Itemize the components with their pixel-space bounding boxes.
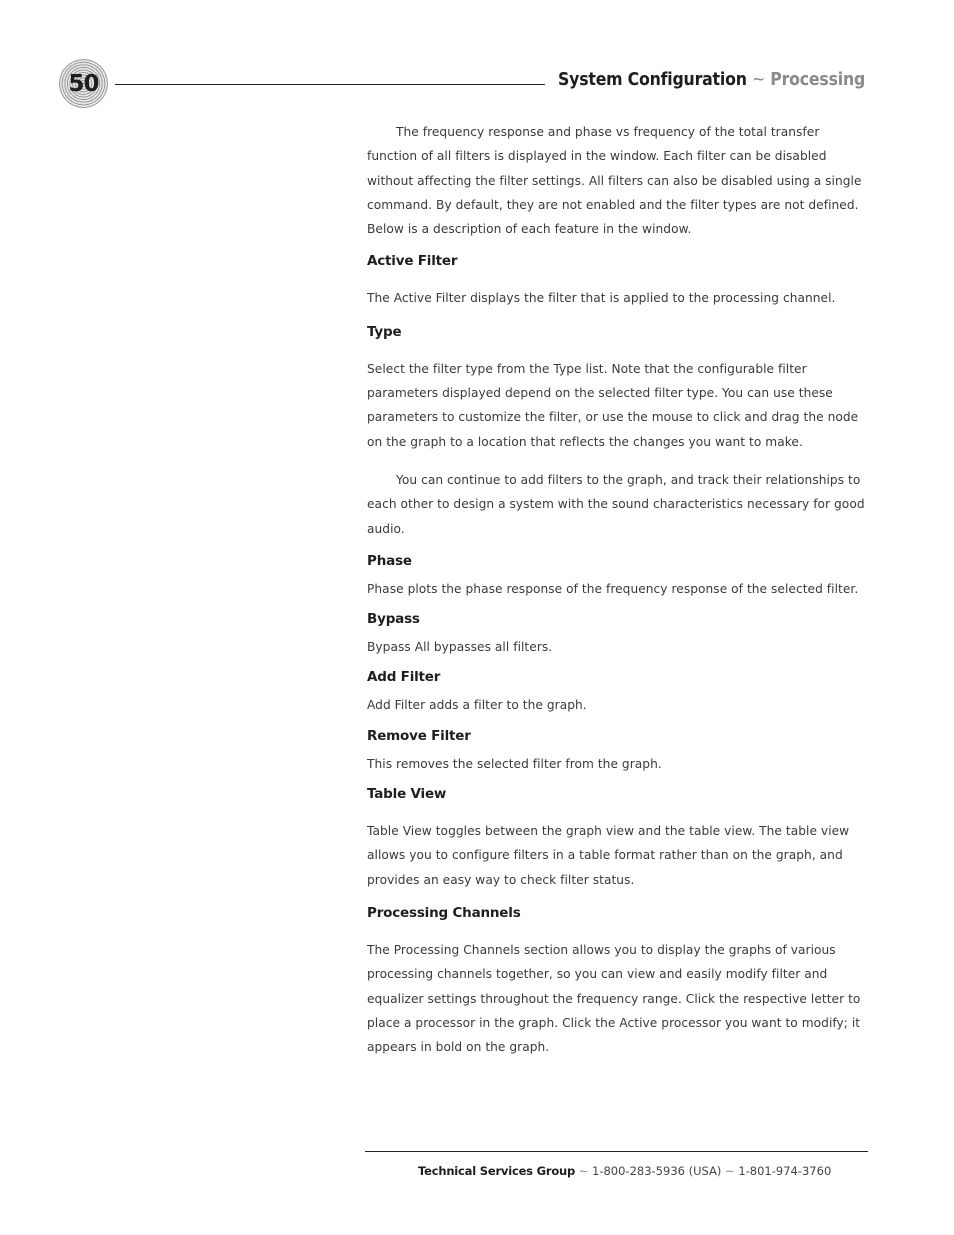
chapter-title: System Configuration <box>558 70 747 90</box>
section-paragraph: Bypass All bypasses all filters. <box>367 640 553 655</box>
section-title: Processing <box>770 70 866 90</box>
footer-separator: ~ <box>725 1164 735 1178</box>
section-heading: Type <box>367 323 402 340</box>
section-bypass <box>367 611 873 659</box>
section-paragraph: Table View toggles between the graph view and the table view. The table view allows you to configure filters in a table format rather than on the graph, and provides an easy way to check filter status. <box>367 824 850 887</box>
intro-paragraph: The frequency response and phase vs frequency of the total transfer function of all filters is displayed in the window. Each filter can be disabled without affecting the filter settings. All filters can also be disabled using a single command. By default, they are not enabled and the filter types are not defined. Below is a description of each feature in the window. <box>367 125 862 237</box>
footer-organization: Technical Services Group <box>418 1164 576 1178</box>
section-paragraph: You can continue to add filters to the graph, and track their relationships to each other to design a system with the sound characteristics necessary for good audio. <box>367 472 865 536</box>
title-separator: ~ <box>752 70 765 90</box>
main-content <box>367 120 873 1059</box>
footer-phone-intl: 1-801-974-3760 <box>738 1164 832 1178</box>
header-divider <box>115 84 545 85</box>
section-heading: Processing Channels <box>367 904 521 921</box>
section-processing-channels <box>367 905 873 1059</box>
section-active-filter <box>367 253 873 310</box>
section-remove-filter <box>367 728 873 776</box>
footer-separator: ~ <box>578 1164 589 1178</box>
page-number-badge <box>59 59 108 108</box>
section-heading: Bypass <box>367 611 420 628</box>
section-heading: Remove Filter <box>367 727 471 744</box>
section-paragraph: The Processing Channels section allows you to display the graphs of various processing channels together, so you can view and easily modify filter and equalizer settings throughout the frequency range. Click the respective letter to place a processor in the graph. Click the Active processor you want to modify; it appears in bold on the graph. <box>367 942 861 1055</box>
page-number: 50 <box>68 70 99 97</box>
section-heading: Add Filter <box>367 669 441 686</box>
section-paragraph: Add Filter adds a filter to the graph. <box>367 698 587 713</box>
section-paragraph: Select the filter type from the Type list. Note that the configurable filter parameters displayed depend on the selected filter type. You can use these parameters to customize the filter, or use the mouse to click and drag the node on the graph to a location that reflects the changes you want to make. <box>367 361 859 449</box>
section-table-view <box>367 786 873 892</box>
section-paragraph: Phase plots the phase response of the frequency response of the selected filter. <box>367 581 859 596</box>
section-heading: Table View <box>367 786 447 803</box>
section-paragraph: The Active Filter displays the filter that is applied to the processing channel. <box>367 291 836 306</box>
section-heading: Active Filter <box>367 253 458 270</box>
section-phase <box>367 553 873 601</box>
section-type <box>367 324 873 541</box>
page-footer <box>418 1164 831 1178</box>
section-heading: Phase <box>367 552 412 569</box>
section-paragraph: This removes the selected filter from the graph. <box>367 756 662 771</box>
page-header-title <box>558 70 865 90</box>
section-add-filter <box>367 669 873 717</box>
footer-phone-usa: 1-800-283-5936 (USA) <box>592 1164 722 1178</box>
footer-divider <box>365 1151 868 1152</box>
